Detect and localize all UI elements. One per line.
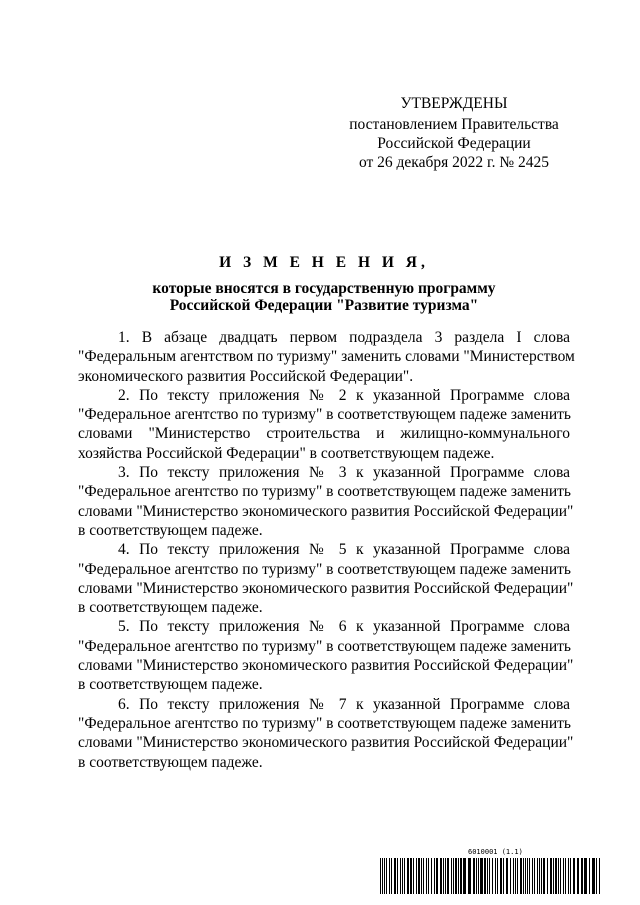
barcode-bar <box>492 858 493 894</box>
barcode-bar <box>436 858 438 894</box>
document-title: И З М Е Н Е Н И Я, <box>219 254 429 271</box>
barcode-bar <box>573 858 575 894</box>
barcode-bar <box>431 858 432 894</box>
barcode-bar <box>460 858 462 894</box>
paragraph-line: экономического развития Российской Федерации". <box>78 367 414 385</box>
paragraph-line: 3. По тексту приложения № 3 к указанной Программе слова <box>118 464 570 482</box>
paragraph-line: "Федеральным агентством по туризму" заменить словами "Министерством <box>78 348 575 366</box>
paragraph-5 <box>78 617 574 694</box>
barcode-bar <box>553 858 554 894</box>
barcode-bar <box>463 858 466 894</box>
paragraph-line: словами "Министерство экономического развития Российской Федерации" <box>78 657 574 675</box>
paragraph-line: 6. По тексту приложения № 7 к указанной Программе слова <box>118 695 570 713</box>
barcode-bar <box>547 858 548 894</box>
barcode-bars <box>380 858 602 894</box>
barcode-bar <box>523 858 524 894</box>
barcode-bar <box>541 858 542 894</box>
barcode-bar <box>426 858 427 894</box>
barcode-bar <box>517 858 518 894</box>
barcode-bar <box>478 858 479 894</box>
barcode-bar <box>555 858 557 894</box>
paragraph-line: "Федеральное агентство по туризму" в соответствующем падеже заменить <box>78 406 571 424</box>
approval-authority: постановлением Правительства <box>349 116 559 133</box>
barcode-bar <box>434 858 435 894</box>
barcode-bar <box>577 858 579 894</box>
paragraph-line: словами "Министерство экономического развития Российской Федерации" <box>78 579 574 597</box>
approval-status: УТВЕРЖДЕНЫ <box>400 95 508 112</box>
paragraph-line: словами "Министерство экономического развития Российской Федерации" <box>78 502 574 520</box>
barcode-bar <box>592 858 595 894</box>
barcode-bar <box>413 858 414 894</box>
paragraph-line: в соответствующем падеже. <box>78 676 263 694</box>
barcode-bar <box>534 858 535 894</box>
paragraph-line: хозяйства Российской Федерации" в соответствующем падеже. <box>78 444 495 462</box>
barcode-bar <box>404 858 405 894</box>
barcode-bar <box>558 858 559 894</box>
barcode-bar <box>565 858 566 894</box>
barcode-bar <box>497 858 498 894</box>
barcode-bar <box>394 858 396 894</box>
paragraph-3 <box>78 463 574 540</box>
barcode-bar <box>563 858 564 894</box>
paragraph-line: 4. По тексту приложения № 5 к указанной Программе слова <box>118 541 570 559</box>
barcode-bar <box>428 858 429 894</box>
barcode-bar <box>596 858 597 894</box>
barcode-bar <box>584 858 587 894</box>
barcode-label: 6010001 (1.1) <box>468 848 523 856</box>
paragraph-line: в соответствующем падеже. <box>78 753 263 771</box>
barcode-bar <box>510 858 511 894</box>
barcode-bar <box>386 858 387 894</box>
barcode-bar <box>570 858 571 894</box>
barcode-bar <box>515 858 516 894</box>
barcode-bar <box>560 858 561 894</box>
paragraph-line: словами "Министерство экономического развития Российской Федерации" <box>78 734 574 752</box>
barcode <box>380 848 602 896</box>
barcode-bar <box>418 858 420 894</box>
barcode-bar <box>423 858 424 894</box>
barcode-bar <box>500 858 502 894</box>
barcode-bar <box>513 858 514 894</box>
paragraph-line: 1. В абзаце двадцать первом подраздела 3 раздела I слова <box>118 329 570 346</box>
paragraph-line: "Федеральное агентство по туризму" в соответствующем падеже заменить <box>78 714 571 732</box>
barcode-bar <box>495 858 496 894</box>
barcode-bar <box>589 858 590 894</box>
barcode-bar <box>400 858 401 894</box>
barcode-bar <box>487 858 488 894</box>
barcode-bar <box>447 858 449 894</box>
barcode-bar <box>489 858 490 894</box>
barcode-bar <box>503 858 504 894</box>
barcode-bar <box>476 858 477 894</box>
paragraph-6 <box>78 695 574 772</box>
paragraph-line: словами "Министерство строительства и жилищно-коммунального <box>78 425 570 443</box>
barcode-bar <box>539 858 540 894</box>
barcode-bar <box>525 858 526 894</box>
barcode-bar <box>391 858 392 894</box>
barcode-bar <box>443 858 444 894</box>
barcode-bar <box>407 858 409 894</box>
barcode-bar <box>455 858 457 894</box>
approval-stamp <box>340 94 568 172</box>
barcode-bar <box>380 858 381 894</box>
barcode-bar <box>537 858 538 894</box>
barcode-bar <box>382 858 383 894</box>
barcode-bar <box>599 858 600 894</box>
barcode-bar <box>520 858 522 894</box>
barcode-bar <box>453 858 454 894</box>
document-subtitle <box>78 280 570 314</box>
barcode-bar <box>484 858 486 894</box>
barcode-bar <box>468 858 471 894</box>
approval-country: Российской Федерации <box>377 135 531 152</box>
paragraph-line: "Федеральное агентство по туризму" в соответствующем падеже заменить <box>78 637 571 655</box>
barcode-bar <box>480 858 483 894</box>
barcode-bar <box>473 858 475 894</box>
barcode-bar <box>506 858 508 894</box>
barcode-bar <box>402 858 403 894</box>
barcode-bar <box>550 858 552 894</box>
paragraph-1 <box>78 328 575 386</box>
barcode-bar <box>416 858 417 894</box>
barcode-bar <box>397 858 398 894</box>
barcode-bar <box>581 858 583 894</box>
barcode-bar <box>421 858 422 894</box>
paragraph-line: "Федеральное агентство по туризму" в соответствующем падеже заменить <box>78 483 571 501</box>
subtitle-line-1: которые вносятся в государственную программу <box>152 280 496 297</box>
barcode-bar <box>527 858 528 894</box>
subtitle-line-2: Российской Федерации "Развитие туризма" <box>169 297 479 314</box>
paragraph-line: в соответствующем падеже. <box>78 521 263 539</box>
paragraph-4 <box>78 540 574 617</box>
paragraph-line: 5. По тексту приложения № 6 к указанной Программе слова <box>118 618 570 636</box>
approval-date-number: от 26 декабря 2022 г. № 2425 <box>358 154 550 171</box>
paragraph-line: 2. По тексту приложения № 2 к указанной Программе слова <box>118 386 570 404</box>
document-body <box>78 328 575 772</box>
barcode-bar <box>568 858 569 894</box>
barcode-bar <box>445 858 446 894</box>
barcode-bar <box>543 858 545 894</box>
paragraph-line: "Федеральное агентство по туризму" в соответствующем падеже заменить <box>78 560 571 578</box>
barcode-bar <box>410 858 412 894</box>
barcode-bar <box>532 858 533 894</box>
barcode-bar <box>384 858 385 894</box>
paragraph-line: в соответствующем падеже. <box>78 599 263 617</box>
paragraph-2 <box>78 386 570 463</box>
barcode-bar <box>451 858 452 894</box>
barcode-bar <box>529 858 530 894</box>
barcode-bar <box>389 858 390 894</box>
barcode-bar <box>458 858 459 894</box>
barcode-bar <box>440 858 442 894</box>
